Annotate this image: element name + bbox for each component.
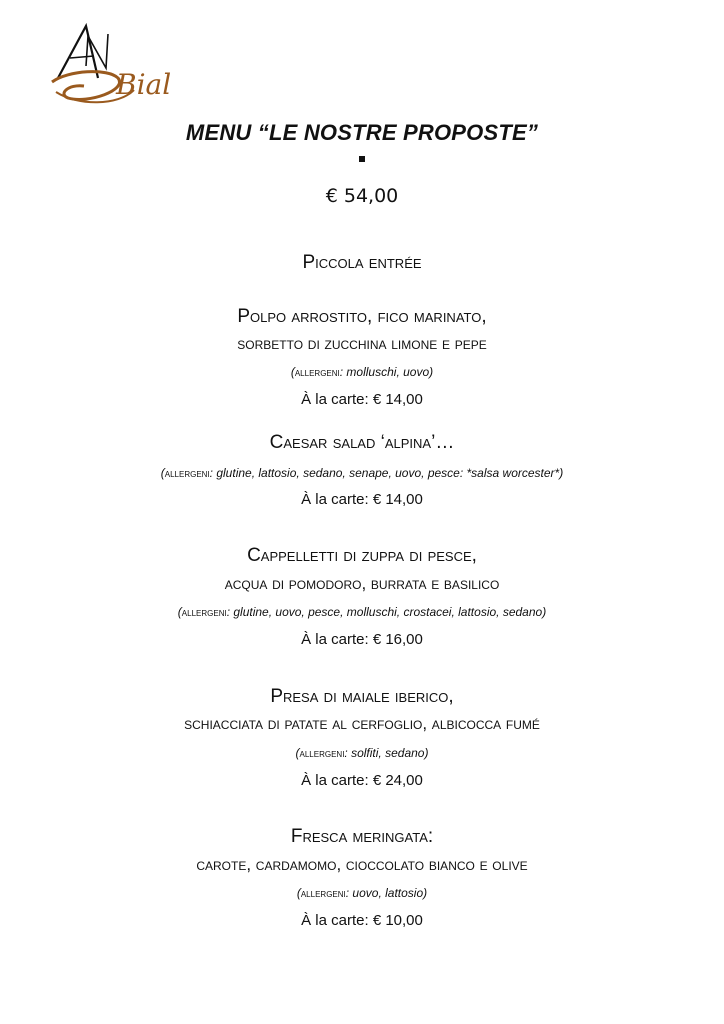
logo-wordmark: Bial xyxy=(116,68,172,101)
allergen-label: allergeni xyxy=(294,365,340,379)
allergen-label: allergeni xyxy=(299,746,345,760)
course-5-price: À la carte: € 10,00 xyxy=(301,912,423,929)
allergen-label: allergeni xyxy=(181,605,227,619)
course-4-line1: Presa di maiale iberico, xyxy=(270,686,454,707)
entree-label: Piccola entrée xyxy=(302,252,422,273)
menu-price: € 54,00 xyxy=(325,185,399,207)
allergen-list: uovo, lattosio xyxy=(352,886,424,900)
allergen-list: glutine, uovo, pesce, molluschi, crostacei, lattosio, sedano xyxy=(233,605,543,619)
restaurant-logo xyxy=(48,20,173,110)
course-2-line1: Caesar salad ‘alpina’… xyxy=(269,432,455,453)
course-1-allergens: (allergeni: molluschi, uovo) xyxy=(290,365,434,379)
course-1-price: À la carte: € 14,00 xyxy=(301,391,423,408)
course-3-line2: acqua di pomodoro, burrata e basilico xyxy=(224,574,500,593)
course-4-line2: schiacciata di patate al cerfoglio, albicocca fumé xyxy=(184,714,540,733)
course-3-price: À la carte: € 16,00 xyxy=(301,631,423,648)
course-4-allergens: (allergeni: solfiti, sedano) xyxy=(295,746,429,760)
course-1-line2: sorbetto di zucchina limone e pepe xyxy=(237,334,487,353)
allergen-label: allergeni xyxy=(300,886,346,900)
allergen-list: molluschi, uovo xyxy=(346,365,430,379)
course-2-allergens: (allergeni: glutine, lattosio, sedano, senape, uovo, pesce: *salsa worcester*) xyxy=(160,466,564,480)
course-5-allergens: (allergeni: uovo, lattosio) xyxy=(296,886,428,900)
course-4-price: À la carte: € 24,00 xyxy=(301,772,423,789)
course-3-allergens: (allergeni: glutine, uovo, pesce, molluschi, crostacei, lattosio, sedano) xyxy=(177,605,547,619)
course-5-line2: carote, cardamomo, cioccolato bianco e olive xyxy=(196,855,528,874)
allergen-list: glutine, lattosio, sedano, senape, uovo, pesce: *salsa worcester* xyxy=(216,466,560,480)
course-1-line1: Polpo arrostito, fico marinato, xyxy=(237,306,487,327)
menu-title: MENU “LE NOSTRE PROPOSTE” xyxy=(185,120,539,145)
allergen-list: solfiti, sedano xyxy=(351,746,425,760)
course-5-line1: Fresca meringata: xyxy=(290,826,434,847)
title-bullet xyxy=(359,156,365,162)
allergen-label: allergeni xyxy=(164,466,210,480)
course-3-line1: Cappelletti di zuppa di pesce, xyxy=(247,545,477,566)
course-2-price: À la carte: € 14,00 xyxy=(301,491,423,508)
